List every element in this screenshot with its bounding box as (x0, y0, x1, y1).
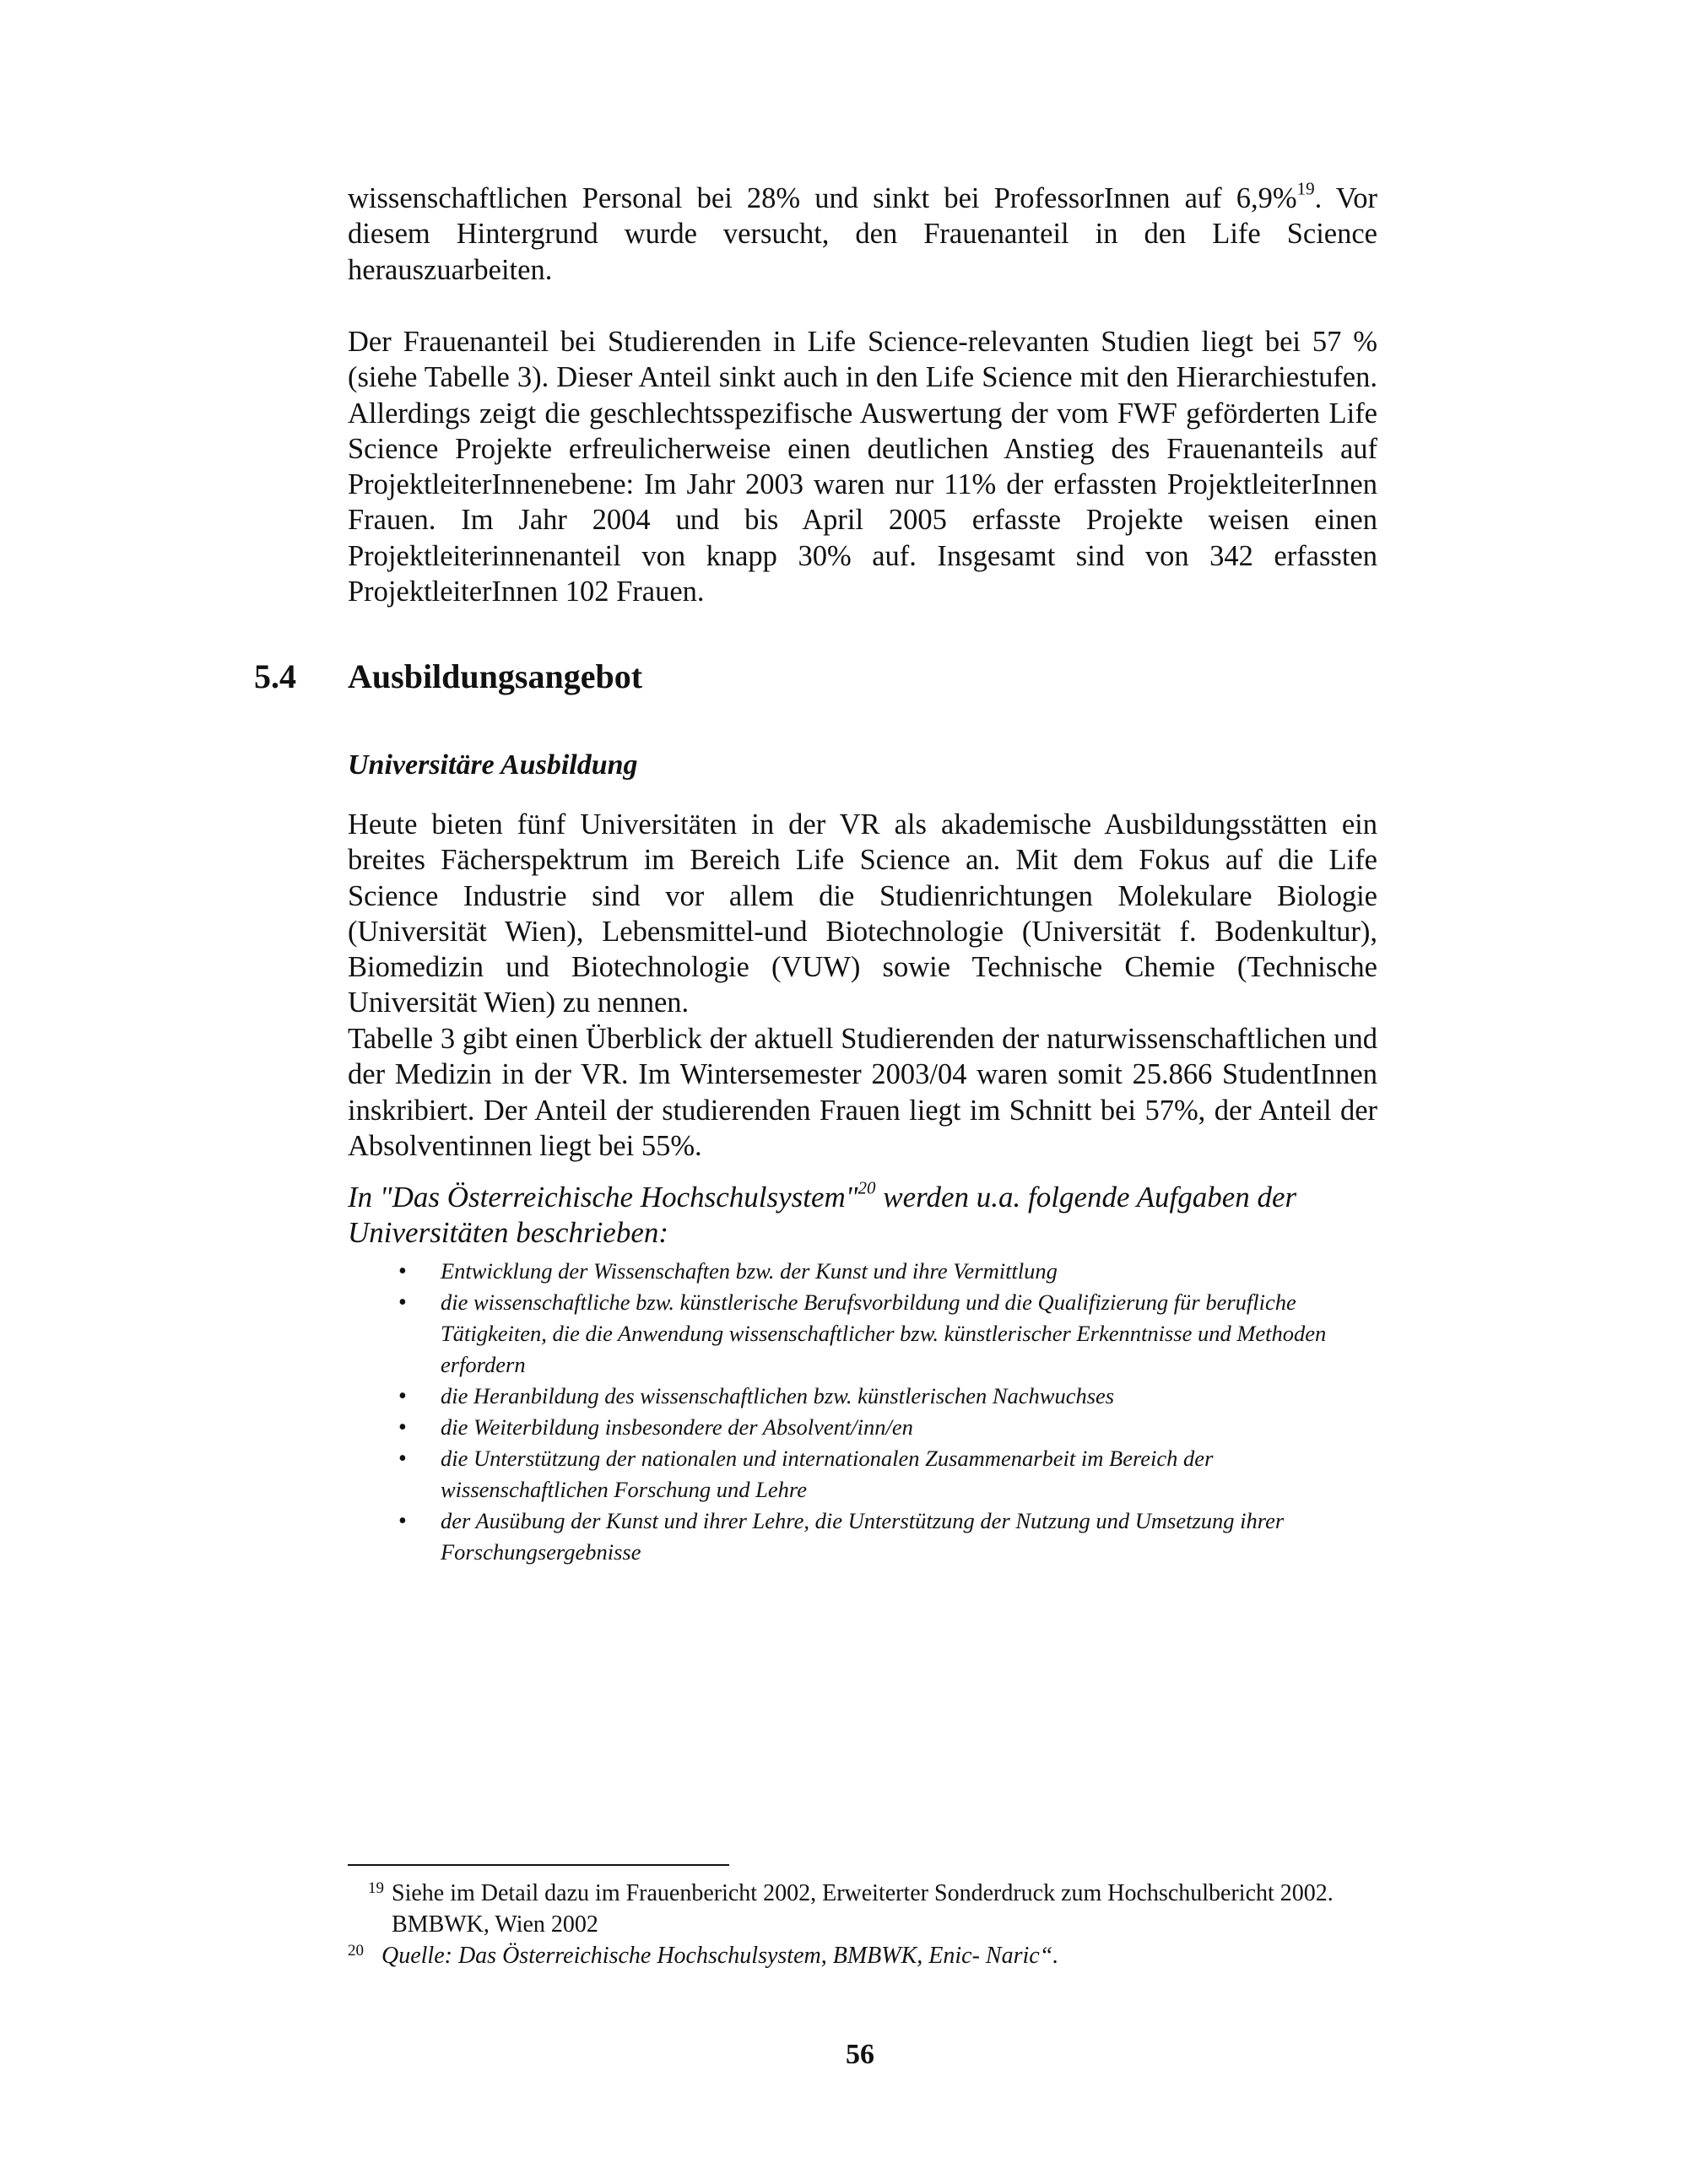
paragraph-1-text: wissenschaftlichen Personal bei 28% und sinkt bei ProfessorInnen auf 6,9% (348, 182, 1297, 214)
bullet-icon: • (398, 1383, 407, 1409)
list-intro-text: In "Das Österreichische Hochschulsystem" (348, 1181, 858, 1214)
bullet-icon: • (398, 1414, 407, 1441)
list-intro-text-cont: werden u.a. folgende Aufgaben der Universitäten beschrieben: (348, 1181, 1297, 1249)
paragraph-1 (348, 178, 1377, 288)
list-item: • Entwicklung der Wissenschaften bzw. der Kunst und ihre Vermittlung (348, 1256, 1377, 1287)
bullet-icon: • (398, 1508, 407, 1534)
list-item: • die Weiterbildung insbesondere der Absolvent/inn/en (348, 1412, 1377, 1443)
footnote-ref-20[interactable]: 20 (858, 1177, 876, 1198)
footnote-text: Quelle: Das Österreichische Hochschulsystem, BMBWK, Enic- Naric“. (381, 1943, 1059, 1969)
footnote-divider (348, 1864, 729, 1866)
footnote-ref-19[interactable]: 19 (1296, 178, 1315, 199)
list-item: • die Unterstützung der nationalen und internationalen Zusammenarbeit im Bereich der wissenschaftlichen Forschung und Lehre (348, 1443, 1377, 1506)
paragraph-3: Heute bieten fünf Universitäten in der VR als akademische Ausbildungsstätten ein breites Fächerspektrum im Bereich Life Science an. Mit dem Fokus auf die Life Science Industrie sind vor allem die Studienrichtungen Molekulare Biologie (Universität Wien), Lebensmittel-und Biotechnologie (Universität f. Bodenkultur), Biomedizin und Biotechnologie (VUW) sowie Technische Chemie (Technische Universität Wien) zu nennen. (348, 808, 1377, 1019)
footnote-mark: 20 (348, 1942, 364, 1960)
footnote-mark: 19 (368, 1879, 384, 1897)
subsection-heading: Universitäre Ausbildung (348, 749, 638, 781)
section-title: Ausbildungsangebot (348, 657, 643, 695)
paragraph-4: Tabelle 3 gibt einen Überblick der aktuell Studierenden der naturwissenschaftlichen und der Medizin in der VR. Im Wintersemester 2003/04 waren somit 25.866 StudentInnen inskribiert. Der Anteil der studierenden Frauen liegt im Schnitt bei 57%, der Anteil der Absolventinnen liegt bei 55%. (348, 1023, 1377, 1162)
list-item: • die Heranbildung des wissenschaftlichen bzw. künstlerischen Nachwuchses (348, 1381, 1377, 1412)
footnote-text: Siehe im Detail dazu im Frauenbericht 2002, Erweiterter Sonderdruck zum Hochschulbericht 2002. BMBWK, Wien 2002 (392, 1880, 1334, 1938)
section-heading (254, 657, 642, 696)
paragraph-2: Der Frauenanteil bei Studierenden in Life Science-relevanten Studien liegt bei 57 % (siehe Tabelle 3). Dieser Anteil sinkt auch in den Life Science mit den Hierarchiestufen. Allerdings zeigt die geschlechtsspezifische Auswertung der vom FWF geförderten Life Science Projekte erfreulicherweise einen deutlichen Anstieg des Frauenanteils auf ProjektleiterInnenebene: Im Jahr 2003 waren nur 11% der erfassten ProjektleiterInnen Frauen. Im Jahr 2004 und bis April 2005 erfasste Projekte weisen einen Projektleiterinnenanteil von knapp 30% auf. Insgesamt sind von 342 erfassten ProjektleiterInnen 102 Frauen. (348, 326, 1377, 608)
tasks-list (348, 1256, 1377, 1568)
page-number: 56 (846, 2039, 874, 2070)
bullet-icon: • (398, 1446, 407, 1472)
list-item: • der Ausübung der Kunst und ihrer Lehre, die Unterstützung der Nutzung und Umsetzung ihrer Forschungsergebnisse (348, 1506, 1377, 1568)
paragraph-1-text-cont: . Vor diesem Hintergrund wurde versucht, den Frauenanteil in den Life Science herauszuarbeiten. (348, 182, 1377, 286)
footnote-19 (348, 1878, 1394, 1940)
footnotes (348, 1878, 1394, 1971)
section-number: 5.4 (254, 657, 296, 695)
bullet-icon: • (398, 1289, 407, 1316)
list-item: • die wissenschaftliche bzw. künstlerische Berufsvorbildung und die Qualifizierung für berufliche Tätigkeiten, die die Anwendung wissenschaftlicher bzw. künstlerischer Erkenntnisse und Methoden erfordern (348, 1287, 1377, 1381)
list-intro (348, 1177, 1394, 1251)
bullet-icon: • (398, 1258, 407, 1284)
footnote-20 (348, 1940, 1394, 1971)
